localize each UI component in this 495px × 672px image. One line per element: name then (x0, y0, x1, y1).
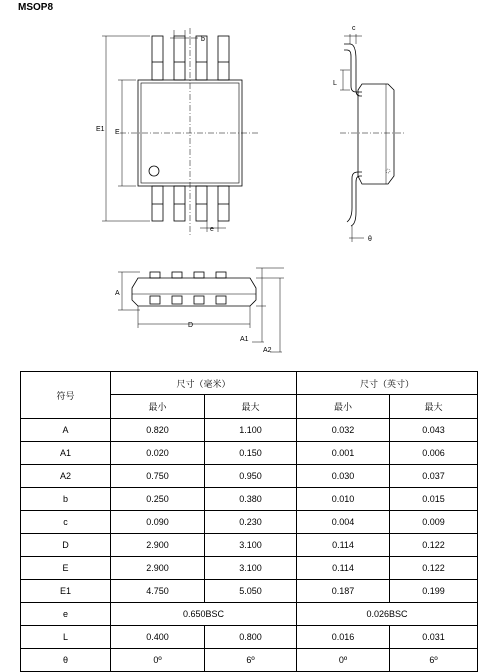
row-mm-min: 0.020 (111, 442, 205, 465)
inch-min-header: 最小 (297, 395, 390, 419)
table-row (21, 511, 478, 534)
row-mm-min: 0.250 (111, 488, 205, 511)
table-header-row (21, 372, 478, 395)
table-row (21, 580, 478, 603)
row-in-min: 0.010 (297, 488, 390, 511)
row-symbol: L (21, 626, 111, 649)
row-in-min: 0.114 (297, 557, 390, 580)
label-e: e (210, 226, 214, 233)
row-mm-max: 0.950 (205, 465, 297, 488)
row-symbol: b (21, 488, 111, 511)
label-A: A (115, 290, 120, 297)
package-title: MSOP8 (18, 2, 54, 13)
row-mm-max: 1.100 (205, 419, 297, 442)
row-e-mm-value: 0.650BSC (111, 603, 297, 626)
row-in-max: 0.009 (390, 511, 478, 534)
label-D: D (188, 322, 194, 329)
row-mm-min: 0º (111, 649, 205, 672)
row-in-min: 0.114 (297, 534, 390, 557)
label-A2: A2 (263, 347, 272, 354)
row-symbol: A2 (21, 465, 111, 488)
row-in-max: 0.015 (390, 488, 478, 511)
row-in-min: 0º (297, 649, 390, 672)
table-row-theta (21, 649, 478, 672)
dimension-table (20, 371, 478, 672)
row-mm-min: 0.820 (111, 419, 205, 442)
row-in-max: 0.043 (390, 419, 478, 442)
mm-min-header: 最小 (111, 395, 205, 419)
inch-max-header: 最大 (390, 395, 478, 419)
row-in-min: 0.004 (297, 511, 390, 534)
row-mm-min: 4.750 (111, 580, 205, 603)
row-in-min: 0.032 (297, 419, 390, 442)
row-mm-min: 2.900 (111, 557, 205, 580)
row-symbol: c (21, 511, 111, 534)
top-view (102, 28, 258, 236)
row-mm-max: 6º (205, 649, 297, 672)
row-mm-max: 0.230 (205, 511, 297, 534)
label-E1: E1 (96, 126, 105, 133)
row-in-max: 0.037 (390, 465, 478, 488)
row-mm-min: 2.900 (111, 534, 205, 557)
label-c: c (352, 25, 356, 32)
row-symbol: D (21, 534, 111, 557)
row-symbol: E (21, 557, 111, 580)
row-mm-max: 0.800 (205, 626, 297, 649)
row-mm-max: 0.380 (205, 488, 297, 511)
row-in-max: 0.122 (390, 557, 478, 580)
front-view (118, 268, 284, 352)
row-symbol: A1 (21, 442, 111, 465)
row-in-min: 0.030 (297, 465, 390, 488)
symbol-header: 符号 (21, 372, 111, 419)
table-row (21, 557, 478, 580)
label-b: b (201, 36, 205, 43)
table-row (21, 534, 478, 557)
row-symbol: θ (21, 649, 111, 672)
label-E: E (115, 129, 120, 136)
row-mm-max: 3.100 (205, 534, 297, 557)
row-mm-min: 0.400 (111, 626, 205, 649)
row-in-min: 0.016 (297, 626, 390, 649)
table-row-e (21, 603, 478, 626)
row-in-max: 0.122 (390, 534, 478, 557)
row-in-min: 0.001 (297, 442, 390, 465)
row-in-max: 0.031 (390, 626, 478, 649)
label-theta: θ (368, 236, 372, 243)
table-row (21, 419, 478, 442)
row-symbol: E1 (21, 580, 111, 603)
row-in-max: 6º (390, 649, 478, 672)
row-in-min: 0.187 (297, 580, 390, 603)
row-mm-max: 3.100 (205, 557, 297, 580)
mm-header: 尺寸（毫米） (111, 372, 297, 395)
table-row (21, 465, 478, 488)
row-symbol: e (21, 603, 111, 626)
table-row (21, 488, 478, 511)
side-view (340, 34, 406, 242)
table-row-L (21, 626, 478, 649)
row-in-max: 0.006 (390, 442, 478, 465)
row-in-max: 0.199 (390, 580, 478, 603)
row-symbol: A (21, 419, 111, 442)
mm-max-header: 最大 (205, 395, 297, 419)
row-mm-min: 0.750 (111, 465, 205, 488)
row-e-in-value: 0.026BSC (297, 603, 478, 626)
label-A1: A1 (240, 336, 249, 343)
label-L: L (333, 80, 337, 87)
row-mm-max: 0.150 (205, 442, 297, 465)
pin1-marker (149, 166, 159, 176)
table-row (21, 442, 478, 465)
inch-header: 尺寸（英寸） (297, 372, 478, 395)
row-mm-max: 5.050 (205, 580, 297, 603)
row-mm-min: 0.090 (111, 511, 205, 534)
